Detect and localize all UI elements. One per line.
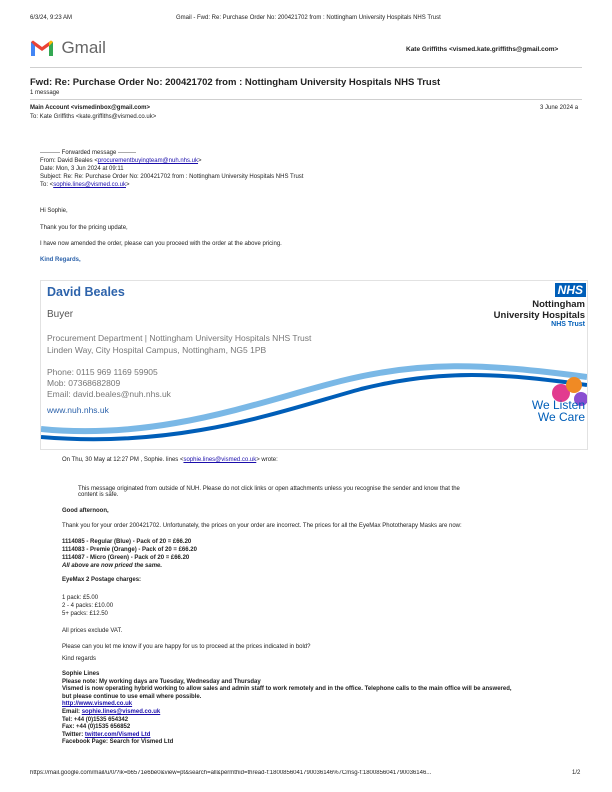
body-greeting: Hi Sophie, <box>40 208 68 214</box>
sender-tel: Tel: +44 (0)1535 654342 <box>62 716 129 723</box>
twitter-link[interactable]: twitter.com/Vismed Ltd <box>84 731 151 738</box>
postage-heading: EyeMax 2 Postage charges: <box>62 577 142 583</box>
slogan <box>532 399 585 423</box>
sender-fax: Fax: +44 (0)1535 656852 <box>62 724 131 731</box>
vat-note: All prices exclude VAT. <box>62 628 123 634</box>
org-name-line1: Nottingham <box>532 299 585 310</box>
gmail-logo[interactable] <box>30 38 106 60</box>
quote-greeting: Good afternoon, <box>62 508 109 514</box>
gmail-logo-text: Gmail <box>61 38 106 57</box>
forwarded-marker: ---------- Forwarded message --------- <box>40 150 136 156</box>
account-label: Kate Griffiths <vismed.kate.griffiths@gmail.com> <box>406 46 559 53</box>
quote-regards: Kind regards <box>62 656 97 662</box>
org-name-line3: NHS Trust <box>551 321 585 328</box>
quote-intro: On Thu, 30 May at 12:27 PM , Sophie. lines <sophie.lines@vismed.co.uk> wrote: <box>62 457 278 463</box>
org-name-line2: University Hospitals <box>493 310 585 321</box>
signature-department: Procurement Department | Nottingham University Hospitals NHS Trust <box>47 333 312 343</box>
sender-email-link[interactable]: sophie.lines@vismed.co.uk <box>81 708 161 715</box>
forwarded-from-email[interactable]: procurementbuyingteam@nuh.nhs.uk <box>97 158 199 164</box>
price-note: All above are now priced the same. <box>62 563 163 569</box>
body-signoff: Kind Regards, <box>40 257 81 263</box>
postage-item: 1 pack: £5.00 <box>62 595 99 601</box>
header-divider <box>30 67 582 68</box>
forwarded-to-email[interactable]: sophie.lines@vismed.co.uk <box>53 182 126 188</box>
price-item: 1114083 - Premie (Orange) - Pack of 20 = £66.20 <box>62 547 197 553</box>
hybrid-note-line2: but please continue to use email where possible. <box>62 693 202 700</box>
external-warning: This message originated from outside of NUH. Please do not click links or open attachments unless you recognise the sender and know that the content is safe. <box>78 486 460 498</box>
signature-wave-graphic <box>41 281 587 449</box>
forwarded-date: Date: Mon, 3 Jun 2024 at 09:11 <box>40 166 124 172</box>
price-item: 1114087 - Micro (Green) - Pack of 20 = £66.20 <box>62 555 190 561</box>
forwarded-from: From: David Beales <procurementbuyingteam@nuh.nhs.uk> <box>40 158 202 164</box>
body-line1: Thank you for the pricing update, <box>40 225 128 231</box>
signature-address: Linden Way, City Hospital Campus, Nottingham, NG5 1PB <box>47 345 267 355</box>
email-signature-banner <box>40 280 588 450</box>
body-line2: I have now amended the order, please can you proceed with the order at the above pricing. <box>40 241 282 247</box>
proceed-question: Please can you let me know if you are happy for us to proceed at the prices indicated in bold? <box>62 644 311 650</box>
forwarded-subject: Subject: Re: Re: Purchase Order No: 200421702 from : Nottingham University Hospitals NHS Trust <box>40 174 304 180</box>
sender-signature <box>62 671 582 747</box>
sender-name: Sophie Lines <box>62 671 100 677</box>
message-from: Main Account <vismedinbox@gmail.com> <box>30 105 150 111</box>
nhs-logo: NHS <box>555 283 586 297</box>
thread-subject: Fwd: Re: Purchase Order No: 200421702 from : Nottingham University Hospitals NHS Trust <box>30 77 441 88</box>
slogan-line2: We Care <box>537 410 585 424</box>
sender-twitter-line: Twitter: twitter.com/Vismed Ltd <box>62 731 151 738</box>
signature-name: David Beales <box>47 285 125 299</box>
print-title: Gmail - Fwd: Re: Purchase Order No: 200421702 from : Nottingham University Hospitals NHS Trust <box>176 15 441 21</box>
postage-item: 5+ packs: £12.50 <box>62 611 108 617</box>
slogan-line1: We Listen <box>531 398 585 412</box>
sender-facebook: Facebook Page: Search for Vismed Ltd <box>62 739 174 746</box>
postage-item: 2 - 4 packs: £10.00 <box>62 603 114 609</box>
signature-mobile: Mob: 07368682809 <box>47 378 121 388</box>
quote-intro-email[interactable]: sophie.lines@vismed.co.uk <box>183 457 257 463</box>
forwarded-to: To: <sophie.lines@vismed.co.uk> <box>40 182 130 188</box>
sender-email-line: Email: sophie.lines@vismed.co.uk <box>62 708 161 715</box>
message-count: 1 message <box>30 90 60 96</box>
hybrid-note-line1: Vismed is now operating hybrid working to allow sales and admin staff to work remotely and in the office. Telephone calls to the main office will be answered, <box>62 686 512 693</box>
price-list <box>62 538 582 570</box>
postage-list <box>62 594 582 618</box>
gmail-envelope-icon <box>30 39 54 57</box>
signature-website[interactable]: www.nuh.nhs.uk <box>47 405 109 415</box>
quote-thanks: Thank you for your order 200421702. Unfortunately, the prices on your order are incorrect. The prices for all the EyeMax Phototherapy Masks are now: <box>62 523 462 529</box>
message-date: 3 June 2024 a <box>540 105 579 111</box>
price-item: 1114085 - Regular (Blue) - Pack of 20 = £66.20 <box>62 539 192 545</box>
signature-phone: Phone: 0115 969 1169 59905 <box>47 367 158 377</box>
print-footer-url: https://mail.google.com/mail/u/0/?ik=b6571e6be0&view=pt&search=all&permthid=thread-f:1800856041790036146%7Cmsg-f:1800856041790036146... <box>30 770 432 776</box>
sender-website-link[interactable]: http://www.vismed.co.uk <box>62 701 133 708</box>
signature-role: Buyer <box>47 309 74 320</box>
signature-email: Email: david.beales@nuh.nhs.uk <box>47 389 171 399</box>
print-page-number: 1/2 <box>572 770 581 776</box>
subject-divider <box>30 99 582 100</box>
message-to: To: Kate Griffiths <kate.griffiths@vismed.co.uk> <box>30 114 157 120</box>
working-days-note: Please note: My working days are Tuesday, Wednesday and Thursday <box>62 678 261 685</box>
print-datetime: 6/3/24, 9:23 AM <box>30 15 73 21</box>
